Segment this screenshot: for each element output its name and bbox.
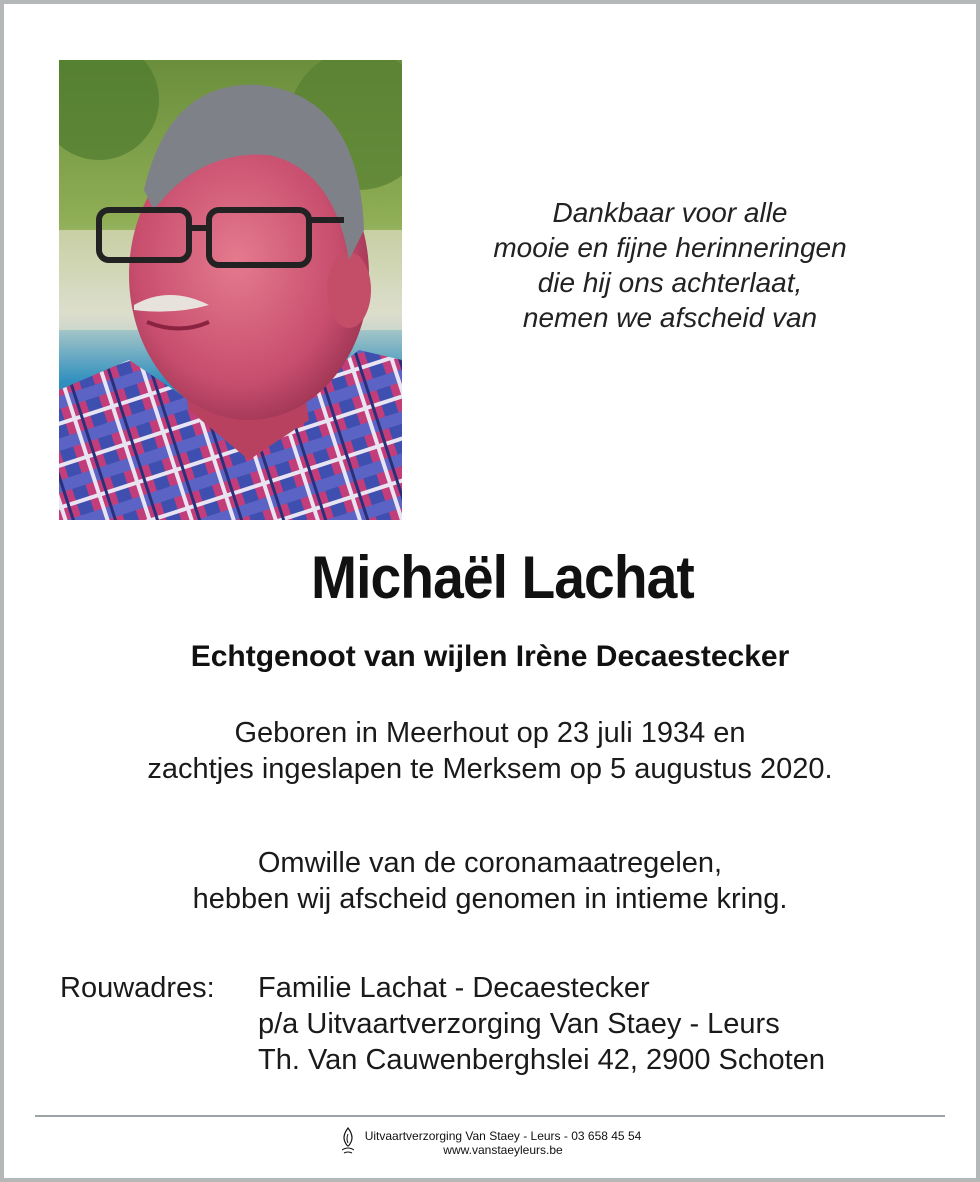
footer-divider <box>35 1115 945 1117</box>
dates-line: zachtjes ingeslapen te Merksem op 5 augustus 2020. <box>147 753 833 785</box>
address-line: p/a Uitvaartverzorging Van Staey - Leurs <box>258 1008 780 1040</box>
address-line: Th. Van Cauwenberghslei 42, 2900 Schoten <box>258 1044 825 1076</box>
life-dates <box>0 715 980 787</box>
relation-line: Echtgenoot van wijlen Irène Decaestecker <box>190 640 790 673</box>
footer-website[interactable]: www.vanstaeyleurs.be <box>443 1142 563 1157</box>
address-block <box>258 970 825 1078</box>
candle-flame-icon <box>339 1126 357 1159</box>
deceased-name: Michaël Lachat <box>311 544 694 611</box>
quote-line: mooie en fijne herinneringen <box>493 232 847 263</box>
memorial-quote <box>440 195 900 335</box>
notice-line: Omwille van de coronamaatregelen, <box>257 847 723 879</box>
address-label: Rouwadres: <box>60 972 215 1004</box>
quote-line: Dankbaar voor alle <box>552 197 788 228</box>
dates-line: Geboren in Meerhout op 23 juli 1934 en <box>234 717 746 749</box>
notice-line: hebben wij afscheid genomen in intieme kring. <box>192 883 788 915</box>
footer <box>0 1126 980 1159</box>
footer-company: Uitvaartverzorging Van Staey - Leurs - 03 658 45 54 <box>364 1128 642 1143</box>
quote-line: nemen we afscheid van <box>522 302 818 333</box>
quote-line: die hij ons achterlaat, <box>537 267 803 298</box>
portrait-photo <box>59 60 402 520</box>
address-line: Familie Lachat - Decaestecker <box>258 972 650 1004</box>
corona-notice <box>0 845 980 917</box>
